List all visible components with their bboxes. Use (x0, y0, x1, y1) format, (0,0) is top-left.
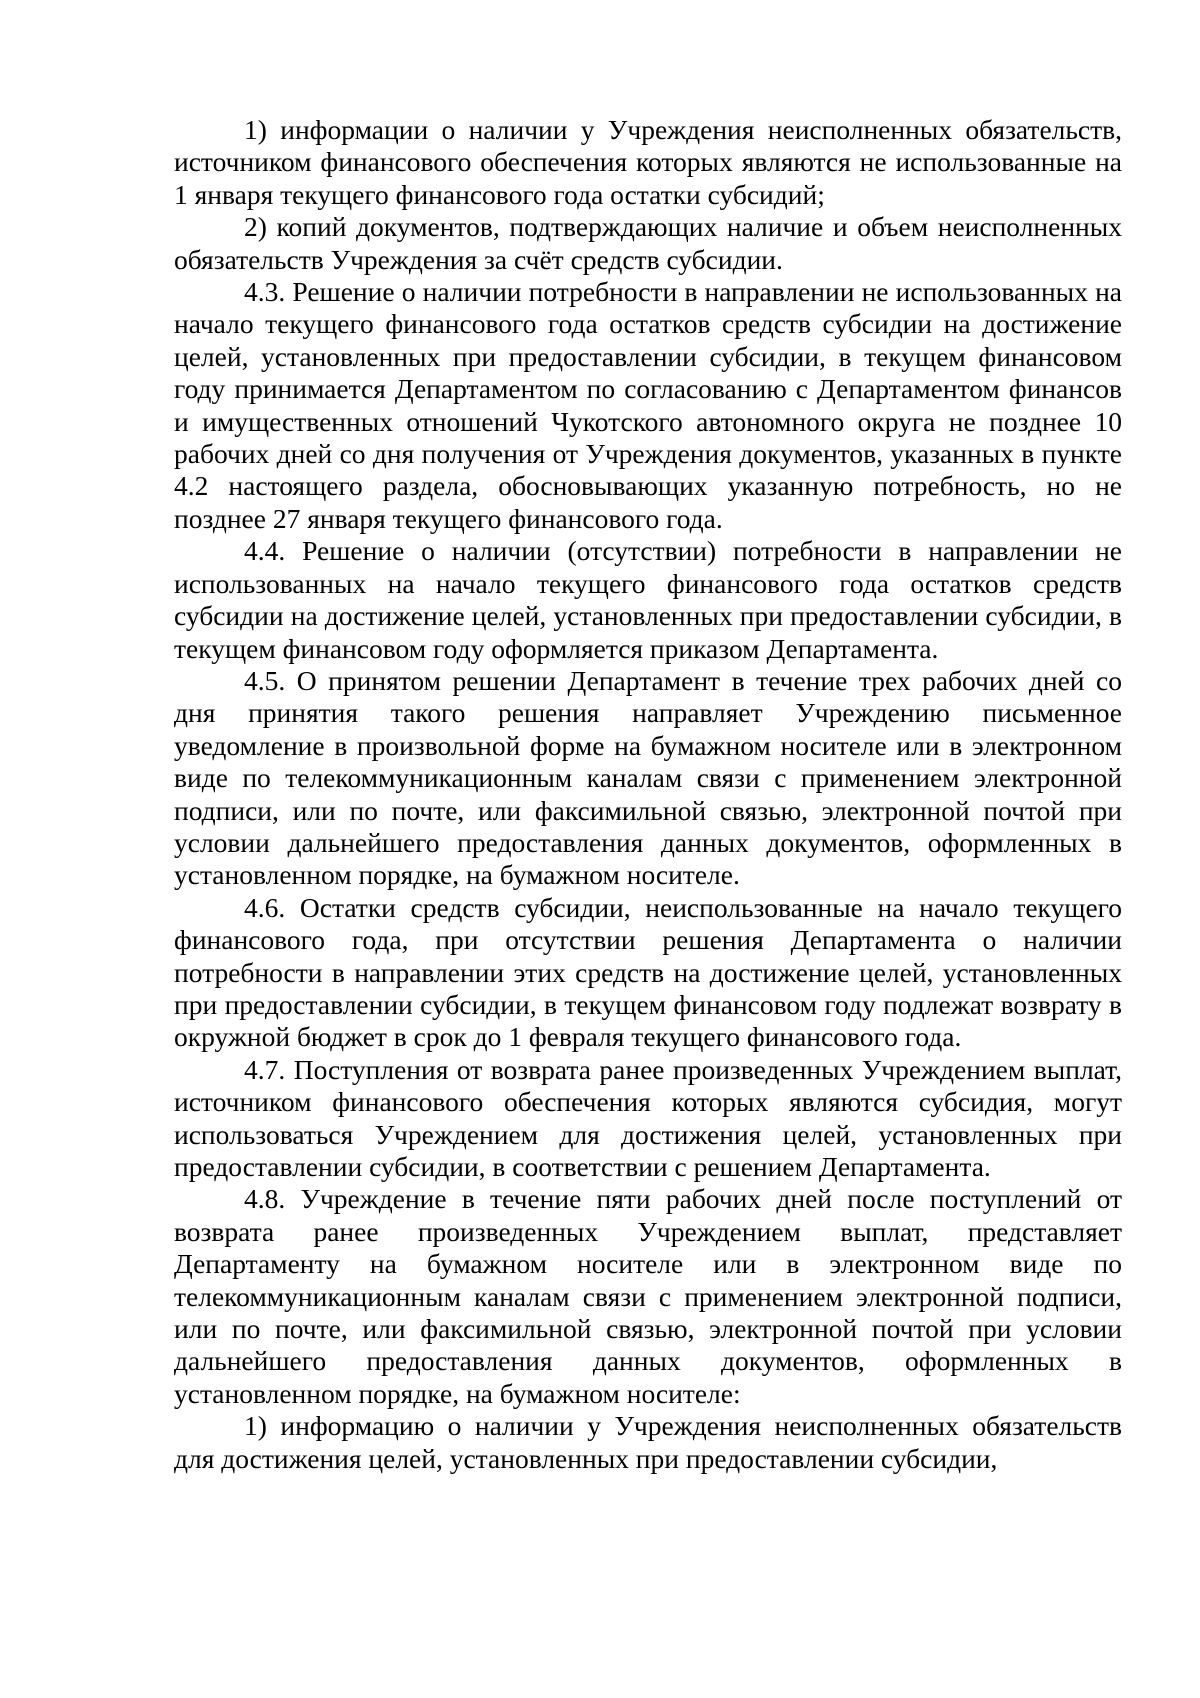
paragraph-4-5: 4.5. О принятом решении Департамент в течение трех рабочих дней со дня принятия такого решения направляет Учреждению письменное уведомление в произвольной форме на бумажном носителе или в электронном виде по телекоммуникационным каналам связи с применением электронной подписи, или по почте, или факсимильной связью, электронной почтой при условии дальнейшего предоставления данных документов, оформленных в установленном порядке, на бумажном носителе. (174, 664, 1122, 891)
paragraph-item-2-copies-documents: 2) копий документов, подтверждающих наличие и объем неисполненных обязательств Учреждения за счёт средств субсидии. (174, 211, 1122, 275)
paragraph-4-4: 4.4. Решение о наличии (отсутствии) потребности в направлении не использованных на начало текущего финансового года остатков средств субсидии на достижение целей, установленных при предоставлении субсидии, в текущем финансовом году оформляется приказом Департамента. (174, 535, 1122, 664)
paragraph-4-6: 4.6. Остатки средств субсидии, неиспользованные на начало текущего финансового года, при отсутствии решения Департамента о наличии потребности в направлении этих средств на достижение целей, установленных при предоставлении субсидии, в текущем финансовом году подлежат возврату в окружной бюджет в срок до 1 февраля текущего финансового года. (174, 891, 1122, 1053)
paragraph-4-8: 4.8. Учреждение в течение пяти рабочих дней после поступлений от возврата ранее произведенных Учреждением выплат, представляет Департаменту на бумажном носителе или в электронном виде по телекоммуникационным каналам связи с применением электронной подписи, или по почте, или факсимильной связью, электронной почтой при условии дальнейшего предоставления данных документов, оформленных в установленном порядке, на бумажном носителе: (174, 1183, 1122, 1409)
paragraph-item-1-info-unfulfilled: 1) информацию о наличии у Учреждения неисполненных обязательств для достижения целей, установленных при предоставлении субсидии, (174, 1410, 1122, 1474)
paragraph-4-3: 4.3. Решение о наличии потребности в направлении не использованных на начало текущего финансового года остатков средств субсидии на достижение целей, установленных при предоставлении субсидии, в текущем финансовом году принимается Департаментом по согласованию с Департаментом финансов и имущественных отношений Чукотского автономного округа не позднее 10 рабочих дней со дня получения от Учреждения документов, указанных в пункте 4.2 настоящего раздела, обосновывающих указанную потребность, но не позднее 27 января текущего финансового года. (174, 276, 1122, 534)
paragraph-item-1-info-obligations: 1) информации о наличии у Учреждения неисполненных обязательств, источником финансового обеспечения которых являются не использованные на 1 января текущего финансового года остатки субсидий; (174, 114, 1122, 210)
paragraph-4-7: 4.7. Поступления от возврата ранее произведенных Учреждением выплат, источником финансового обеспечения которых являются субсидия, могут использоваться Учреждением для достижения целей, установленных при предоставлении субсидии, в соответствии с решением Департамента. (174, 1053, 1122, 1182)
document-body (174, 114, 1122, 1475)
